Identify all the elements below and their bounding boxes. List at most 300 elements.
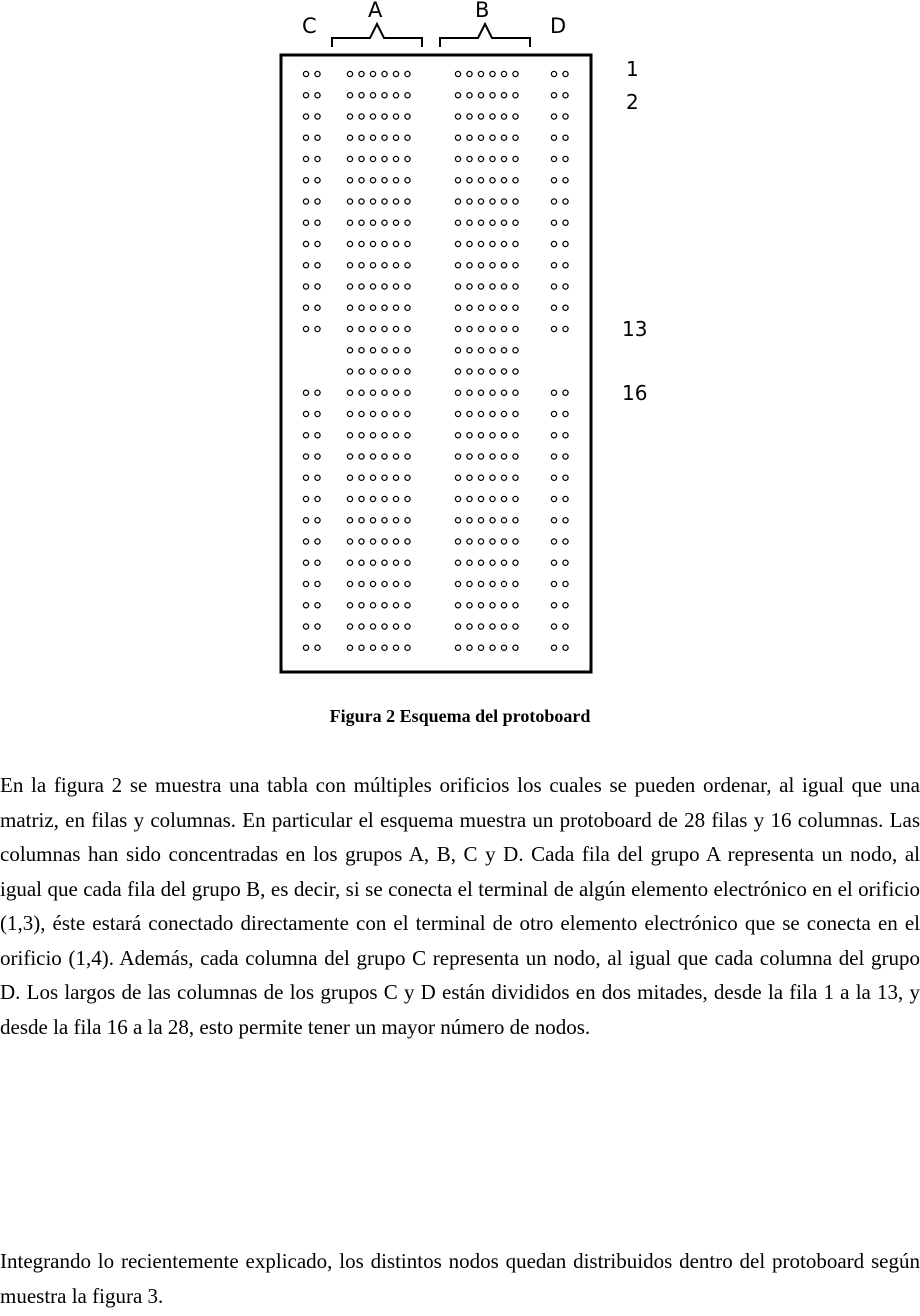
hole <box>359 603 364 608</box>
hole <box>393 560 398 565</box>
paragraph-1: En la figura 2 se muestra una tabla con múltiples orificios los cuales se pueden ordenar, al igual que una matriz, en filas y columnas. En particular el esquema muestra un protoboard de 28 filas y 16 columnas. Las columnas han sido concentradas en los grupos A, B, C y D. Cada fila del grupo A representa un nodo, al igual que cada fila del grupo B, es decir, si se conecta el terminal de algún elemento electrónico en el orificio (1,3), éste estará conectado directamente con el terminal de otro elemento electrónico que se conecta en el orificio (1,4). Además, cada columna del grupo C representa un nodo, al igual que cada columna del grupo D. Los largos de las columnas de los grupos C y D están divididos en dos mitades, desde la fila 1 a la 13, y desde la fila 16 a la 28, esto permite tener un mayor número de nodos. <box>0 773 920 1039</box>
hole <box>478 581 483 586</box>
hole <box>563 156 568 161</box>
hole <box>303 220 308 225</box>
hole <box>382 241 387 246</box>
hole <box>405 475 410 480</box>
hole <box>370 305 375 310</box>
hole <box>478 156 483 161</box>
hole <box>467 518 472 523</box>
hole <box>359 71 364 76</box>
hole <box>405 369 410 374</box>
hole <box>315 156 320 161</box>
hole <box>490 369 495 374</box>
hole <box>551 241 556 246</box>
hole <box>347 199 352 204</box>
hole <box>513 114 518 119</box>
hole <box>563 93 568 98</box>
hole <box>563 263 568 268</box>
hole <box>303 454 308 459</box>
hole <box>490 518 495 523</box>
hole <box>455 560 460 565</box>
hole <box>303 411 308 416</box>
hole <box>359 433 364 438</box>
hole <box>513 539 518 544</box>
hole <box>370 93 375 98</box>
hole <box>501 326 506 331</box>
hole <box>359 178 364 183</box>
hole <box>501 496 506 501</box>
hole <box>513 560 518 565</box>
hole <box>347 348 352 353</box>
hole <box>315 326 320 331</box>
hole <box>303 581 308 586</box>
hole <box>467 433 472 438</box>
hole <box>563 220 568 225</box>
hole <box>490 284 495 289</box>
hole <box>551 390 556 395</box>
hole <box>303 263 308 268</box>
hole <box>490 603 495 608</box>
hole <box>513 411 518 416</box>
hole <box>347 560 352 565</box>
hole <box>315 496 320 501</box>
hole <box>478 284 483 289</box>
hole <box>478 539 483 544</box>
hole <box>467 539 472 544</box>
hole <box>467 326 472 331</box>
hole <box>382 348 387 353</box>
hole <box>393 624 398 629</box>
hole <box>467 199 472 204</box>
hole <box>347 369 352 374</box>
hole <box>513 93 518 98</box>
hole <box>501 199 506 204</box>
hole <box>382 390 387 395</box>
hole <box>347 326 352 331</box>
hole <box>370 624 375 629</box>
hole <box>478 454 483 459</box>
hole <box>382 645 387 650</box>
hole <box>303 178 308 183</box>
hole <box>478 241 483 246</box>
hole <box>370 369 375 374</box>
hole <box>467 454 472 459</box>
hole <box>563 199 568 204</box>
hole <box>563 326 568 331</box>
hole <box>501 390 506 395</box>
hole <box>370 114 375 119</box>
hole <box>501 93 506 98</box>
hole <box>393 496 398 501</box>
hole <box>490 433 495 438</box>
hole <box>551 539 556 544</box>
hole <box>455 475 460 480</box>
hole <box>303 135 308 140</box>
hole <box>490 220 495 225</box>
hole <box>490 135 495 140</box>
hole <box>359 284 364 289</box>
hole <box>370 220 375 225</box>
hole <box>370 156 375 161</box>
hole <box>455 348 460 353</box>
hole <box>467 581 472 586</box>
hole <box>405 518 410 523</box>
hole <box>359 114 364 119</box>
hole <box>455 135 460 140</box>
hole <box>455 518 460 523</box>
hole <box>467 220 472 225</box>
hole <box>455 645 460 650</box>
hole <box>303 496 308 501</box>
hole <box>563 411 568 416</box>
hole <box>490 496 495 501</box>
hole <box>501 454 506 459</box>
row-label-13: 13 <box>622 317 648 341</box>
hole <box>347 454 352 459</box>
hole <box>359 624 364 629</box>
hole <box>370 284 375 289</box>
hole <box>563 603 568 608</box>
hole <box>405 178 410 183</box>
hole <box>359 263 364 268</box>
hole <box>551 263 556 268</box>
hole <box>478 93 483 98</box>
hole <box>513 263 518 268</box>
hole <box>315 539 320 544</box>
hole <box>478 411 483 416</box>
hole <box>393 114 398 119</box>
hole <box>303 71 308 76</box>
hole <box>303 156 308 161</box>
hole <box>382 560 387 565</box>
hole <box>393 411 398 416</box>
hole <box>490 645 495 650</box>
hole <box>551 560 556 565</box>
hole <box>393 71 398 76</box>
hole <box>551 220 556 225</box>
hole <box>467 475 472 480</box>
hole <box>303 390 308 395</box>
hole <box>382 178 387 183</box>
hole <box>551 178 556 183</box>
hole <box>405 624 410 629</box>
hole <box>359 518 364 523</box>
hole <box>370 518 375 523</box>
hole <box>467 645 472 650</box>
hole <box>563 178 568 183</box>
hole <box>478 199 483 204</box>
hole <box>382 539 387 544</box>
hole <box>359 135 364 140</box>
protoboard-frame <box>281 55 591 672</box>
hole <box>315 390 320 395</box>
hole <box>478 71 483 76</box>
hole <box>467 624 472 629</box>
hole <box>405 220 410 225</box>
hole <box>490 454 495 459</box>
hole <box>501 518 506 523</box>
hole <box>478 390 483 395</box>
hole <box>303 433 308 438</box>
row-label-1: 1 <box>626 57 639 81</box>
hole <box>359 369 364 374</box>
group-label-a: A <box>368 0 383 22</box>
hole <box>405 390 410 395</box>
hole <box>467 560 472 565</box>
hole <box>551 71 556 76</box>
hole <box>382 518 387 523</box>
hole <box>467 263 472 268</box>
hole <box>370 348 375 353</box>
hole <box>490 178 495 183</box>
hole <box>455 369 460 374</box>
hole <box>347 135 352 140</box>
hole <box>315 305 320 310</box>
hole <box>501 178 506 183</box>
hole <box>490 71 495 76</box>
hole <box>455 305 460 310</box>
hole <box>551 156 556 161</box>
hole <box>405 114 410 119</box>
hole <box>303 305 308 310</box>
hole <box>478 348 483 353</box>
hole <box>455 241 460 246</box>
hole <box>501 369 506 374</box>
hole <box>563 305 568 310</box>
hole <box>382 199 387 204</box>
hole <box>315 603 320 608</box>
hole <box>490 411 495 416</box>
hole <box>393 263 398 268</box>
figure-caption: Figura 2 Esquema del protoboard <box>329 706 591 726</box>
hole <box>490 114 495 119</box>
hole <box>347 433 352 438</box>
hole <box>478 178 483 183</box>
hole <box>551 284 556 289</box>
hole <box>370 241 375 246</box>
hole <box>370 539 375 544</box>
hole <box>478 135 483 140</box>
hole <box>563 645 568 650</box>
hole <box>455 220 460 225</box>
hole <box>393 348 398 353</box>
hole <box>563 135 568 140</box>
hole <box>455 93 460 98</box>
hole <box>347 581 352 586</box>
hole <box>382 156 387 161</box>
hole <box>513 518 518 523</box>
hole <box>513 348 518 353</box>
hole <box>303 645 308 650</box>
hole <box>405 560 410 565</box>
hole <box>455 156 460 161</box>
hole <box>347 411 352 416</box>
hole <box>370 326 375 331</box>
hole <box>347 71 352 76</box>
hole <box>315 263 320 268</box>
hole <box>501 603 506 608</box>
hole <box>478 475 483 480</box>
hole <box>513 603 518 608</box>
hole <box>455 411 460 416</box>
hole <box>393 475 398 480</box>
hole <box>405 156 410 161</box>
hole <box>478 496 483 501</box>
hole <box>315 178 320 183</box>
hole <box>382 135 387 140</box>
hole <box>405 603 410 608</box>
hole <box>347 156 352 161</box>
hole <box>315 199 320 204</box>
hole <box>563 454 568 459</box>
hole <box>467 241 472 246</box>
hole <box>455 199 460 204</box>
hole <box>359 326 364 331</box>
hole <box>405 135 410 140</box>
hole <box>563 496 568 501</box>
hole <box>478 220 483 225</box>
hole <box>551 603 556 608</box>
hole <box>467 348 472 353</box>
hole <box>490 390 495 395</box>
hole <box>347 93 352 98</box>
hole <box>347 263 352 268</box>
hole <box>467 71 472 76</box>
hole <box>382 581 387 586</box>
group-label-c: C <box>302 14 317 38</box>
hole <box>393 369 398 374</box>
hole <box>405 71 410 76</box>
hole <box>359 645 364 650</box>
hole <box>347 475 352 480</box>
hole <box>382 496 387 501</box>
hole <box>478 624 483 629</box>
hole <box>315 475 320 480</box>
hole <box>405 199 410 204</box>
group-label-d: D <box>550 14 567 38</box>
hole <box>405 93 410 98</box>
hole <box>478 518 483 523</box>
hole <box>501 539 506 544</box>
hole <box>370 263 375 268</box>
hole <box>551 114 556 119</box>
hole <box>455 581 460 586</box>
hole <box>303 93 308 98</box>
hole <box>551 518 556 523</box>
hole <box>347 624 352 629</box>
hole <box>490 348 495 353</box>
hole <box>455 71 460 76</box>
hole <box>513 241 518 246</box>
hole <box>393 518 398 523</box>
hole <box>393 199 398 204</box>
hole <box>347 178 352 183</box>
hole <box>405 645 410 650</box>
hole <box>382 454 387 459</box>
hole <box>382 305 387 310</box>
hole <box>370 560 375 565</box>
hole <box>551 496 556 501</box>
hole <box>315 624 320 629</box>
hole <box>513 496 518 501</box>
hole <box>478 369 483 374</box>
hole <box>315 284 320 289</box>
hole <box>501 348 506 353</box>
hole <box>370 71 375 76</box>
hole <box>501 284 506 289</box>
hole <box>478 114 483 119</box>
hole <box>405 581 410 586</box>
hole <box>551 645 556 650</box>
hole <box>563 475 568 480</box>
hole <box>303 518 308 523</box>
hole <box>359 454 364 459</box>
hole <box>455 263 460 268</box>
hole <box>490 539 495 544</box>
hole <box>551 326 556 331</box>
hole <box>501 220 506 225</box>
hole <box>393 241 398 246</box>
hole <box>303 539 308 544</box>
hole <box>467 411 472 416</box>
hole <box>315 411 320 416</box>
hole <box>393 326 398 331</box>
hole <box>513 475 518 480</box>
hole <box>405 454 410 459</box>
hole <box>393 156 398 161</box>
hole <box>315 454 320 459</box>
hole <box>370 496 375 501</box>
hole <box>455 114 460 119</box>
hole <box>513 390 518 395</box>
hole <box>467 305 472 310</box>
hole <box>359 199 364 204</box>
hole <box>315 135 320 140</box>
hole <box>359 220 364 225</box>
hole <box>393 135 398 140</box>
hole <box>563 624 568 629</box>
hole <box>551 305 556 310</box>
hole <box>467 369 472 374</box>
hole <box>490 581 495 586</box>
hole <box>315 93 320 98</box>
hole <box>382 114 387 119</box>
hole <box>393 581 398 586</box>
hole <box>478 560 483 565</box>
hole <box>467 135 472 140</box>
hole <box>303 560 308 565</box>
hole <box>359 475 364 480</box>
hole <box>315 645 320 650</box>
hole <box>563 390 568 395</box>
hole <box>563 241 568 246</box>
hole <box>563 284 568 289</box>
hole <box>501 624 506 629</box>
hole <box>370 603 375 608</box>
hole <box>405 539 410 544</box>
group-b-brace <box>440 24 530 47</box>
hole <box>490 326 495 331</box>
hole <box>563 518 568 523</box>
hole <box>501 411 506 416</box>
hole <box>478 326 483 331</box>
hole <box>467 284 472 289</box>
hole <box>563 114 568 119</box>
hole <box>382 263 387 268</box>
hole <box>501 305 506 310</box>
hole <box>501 645 506 650</box>
